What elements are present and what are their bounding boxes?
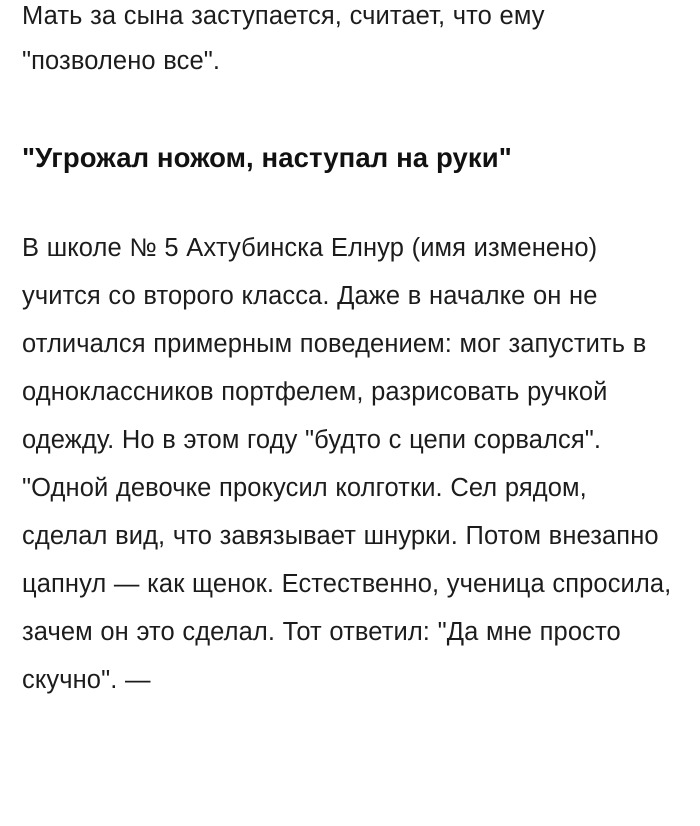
section-heading: "Угрожал ножом, наступал на руки" [22,142,512,173]
spacer-after-heading [22,180,678,224]
intro-paragraph: Мать за сына заступается, считает, что ему "позволено все". [22,2,545,75]
spacer-after-intro [22,84,678,136]
body-paragraph: В школе № 5 Ахтубинска Елнур (имя изменено) учится со второго класса. Даже в началке он не отличался примерным поведением: мог запустить в одноклассников портфелем, разрисовать ручкой одежду. Но в этом году "будто с цепи сорвался". "Одной девочке прокусил колготки. Сел рядом, сделал вид, что завязывает шнурки. Потом внезапно цапнул — как щенок. Естественно, ученица спросила, зачем он это сделал. Тот ответил: "Да мне просто скучно". — [22,234,672,694]
article-content [22,0,678,704]
